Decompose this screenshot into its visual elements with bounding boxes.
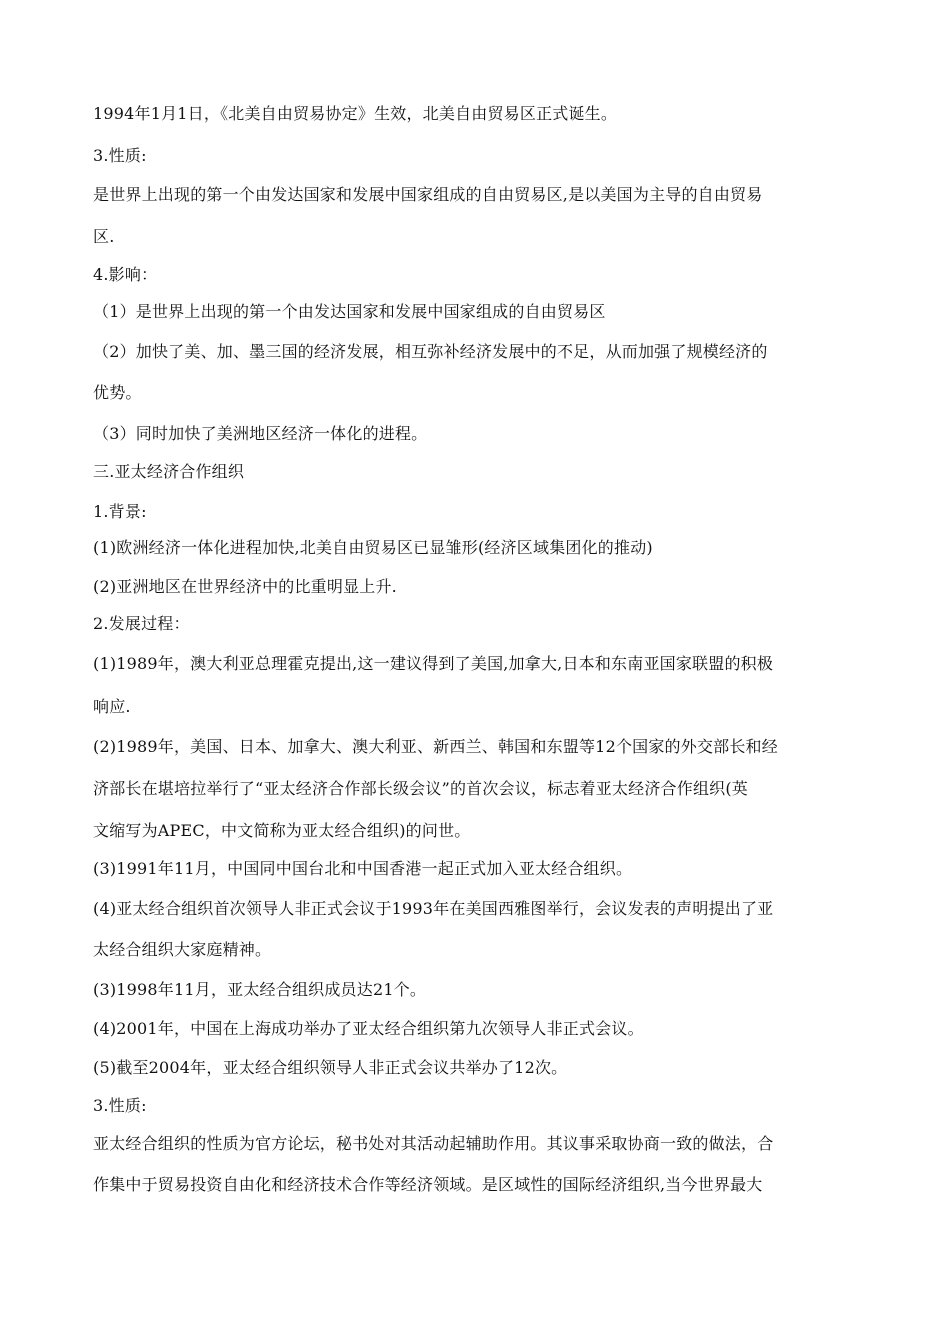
list-item: （2）加快了美、加、墨三国的经济发展，相互弥补经济发展中的不足，从而加强了规模经济的	[93, 342, 768, 361]
text-line: 作集中于贸易投资自由化和经济技术合作等经济领域。是区域性的国际经济组织,当今世界最大	[93, 1175, 763, 1194]
list-item: (3)1991年11月，中国同中国台北和中国香港一起正式加入亚太经合组织。	[93, 859, 633, 878]
section-heading: 4.影响：	[93, 265, 158, 284]
list-item: (1)欧洲经济一体化进程加快,北美自由贸易区已显雏形(经济区域集团化的推动)	[93, 538, 653, 557]
text-line: 太经合组织大家庭精神。	[93, 940, 272, 959]
list-item: （1）是世界上出现的第一个由发达国家和发展中国家组成的自由贸易区	[93, 302, 606, 321]
text-line: 1994年1月1日，《北美自由贸易协定》生效，北美自由贸易区正式诞生。	[93, 104, 618, 123]
list-item: (1)1989年，澳大利亚总理霍克提出,这一建议得到了美国,加拿大,日本和东南亚国家联盟的积极	[93, 654, 774, 673]
list-item: （3）同时加快了美洲地区经济一体化的进程。	[93, 424, 428, 443]
text-line: 文缩写为APEC，中文简称为亚太经合组织)的问世。	[93, 821, 471, 840]
section-heading: 3.性质:	[93, 1096, 147, 1115]
list-item: (4)2001年，中国在上海成功举办了亚太经合组织第九次领导人非正式会议。	[93, 1019, 644, 1038]
text-line: 济部长在堪培拉举行了“亚太经济合作部长级会议”的首次会议，标志着亚太经济合作组织(英	[93, 779, 749, 798]
section-heading: 1.背景:	[93, 502, 147, 521]
list-item: (2)1989年，美国、日本、加拿大、澳大利亚、新西兰、韩国和东盟等12个国家的外交部长和经	[93, 737, 778, 756]
text-line: 区.	[93, 227, 115, 246]
text-line: 亚太经合组织的性质为官方论坛，秘书处对其活动起辅助作用。其议事采取协商一致的做法，合	[93, 1134, 774, 1153]
text-line: 是世界上出现的第一个由发达国家和发展中国家组成的自由贸易区,是以美国为主导的自由贸易	[93, 185, 763, 204]
section-heading: 2.发展过程：	[93, 614, 190, 633]
section-heading: 三.亚太经济合作组织	[93, 462, 245, 481]
list-item: (5)截至2004年，亚太经合组织领导人非正式会议共举办了12次。	[93, 1058, 568, 1077]
list-item: (2)亚洲地区在世界经济中的比重明显上升.	[93, 577, 397, 596]
list-item: (4)亚太经合组织首次领导人非正式会议于1993年在美国西雅图举行，会议发表的声明提出了亚	[93, 899, 774, 918]
section-heading: 3.性质:	[93, 146, 147, 165]
list-item: (3)1998年11月，亚太经合组织成员达21个。	[93, 980, 427, 999]
text-line: 响应.	[93, 697, 131, 716]
text-line: 优势。	[93, 383, 142, 402]
